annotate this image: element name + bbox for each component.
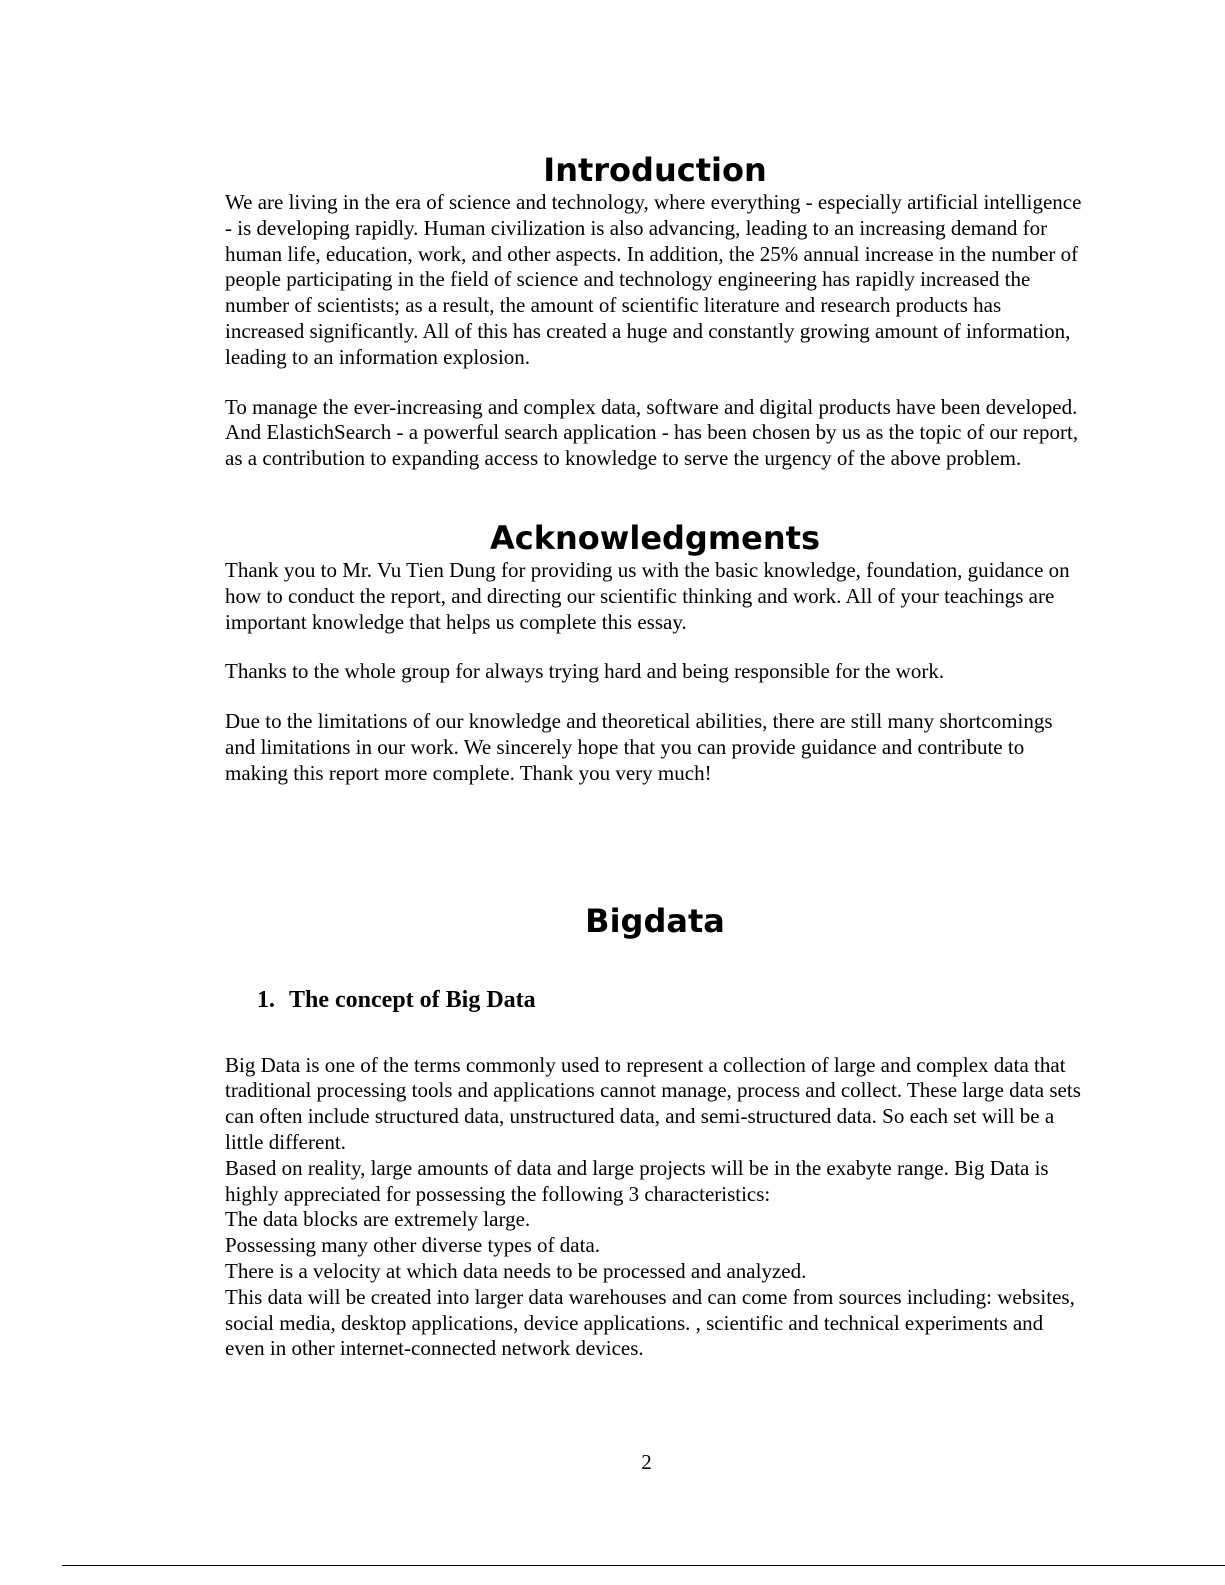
acknowledgments-heading: Acknowledgments: [490, 518, 820, 557]
acknowledgments-paragraph: Thank you to Mr. Vu Tien Dung for providing us with the basic knowledge, foundation, guidance on how to conduct the report, and directing our scientific thinking and work. All of your teachings are important knowledge that helps us complete this essay.: [225, 557, 1070, 634]
bigdata-line: There is a velocity at which data needs to be processed and analyzed.: [225, 1258, 807, 1283]
bigdata-paragraph: Based on reality, large amounts of data and large projects will be in the exabyte range. Big Data is highly appreciated for possessing the following 3 characteristics:: [225, 1155, 1049, 1206]
bigdata-heading: Bigdata: [585, 901, 725, 940]
page-number: 2: [641, 1450, 652, 1474]
section-heading: [257, 985, 1085, 1015]
acknowledgments-paragraph: Due to the limitations of our knowledge and theoretical abilities, there are still many shortcomings and limitations in our work. We sincerely hope that you can provide guidance and contribute to making this report more complete. Thank you very much!: [225, 709, 1053, 785]
bigdata-paragraph: Big Data is one of the terms commonly used to represent a collection of large and complex data that traditional processing tools and applications cannot manage, process and collect. These large data sets can often include structured data, unstructured data, and semi-structured data. So each set will be a little different.: [225, 1052, 1081, 1154]
introduction-paragraph: We are living in the era of science and technology, where everything - especially artificial intelligence - is developing rapidly. Human civilization is also advancing, leading to an increasing demand for human life, education, work, and other aspects. In addition, the 25% annual increase in the number of people participating in the field of science and technology engineering has rapidly increased the number of scientists; as a result, the amount of scientific literature and research products has increased significantly. All of this has created a huge and constantly growing amount of information, leading to an information explosion.: [225, 190, 1082, 369]
section-title: The concept of Big Data: [289, 986, 536, 1013]
bigdata-paragraph: This data will be created into larger data warehouses and can come from sources including: websites, social media, desktop applications, device applications. , scientific and technical experiments and even in other internet-connected network devices.: [225, 1284, 1075, 1361]
section-number: 1.: [257, 986, 275, 1013]
introduction-paragraph: To manage the ever-increasing and complex data, software and digital products have been developed. And ElastichSearch - a powerful search application - has been chosen by us as the topic of our report, as a contribution to expanding access to knowledge to serve the urgency of the above problem.: [225, 394, 1079, 471]
page-bottom-divider: [62, 1565, 1225, 1566]
acknowledgments-paragraph: Thanks to the whole group for always trying hard and being responsible for the work.: [225, 659, 945, 684]
introduction-heading: Introduction: [543, 151, 767, 189]
page-content: [225, 150, 1085, 1362]
bigdata-line: Possessing many other diverse types of data.: [225, 1233, 601, 1258]
bigdata-line: The data blocks are extremely large.: [225, 1207, 531, 1232]
